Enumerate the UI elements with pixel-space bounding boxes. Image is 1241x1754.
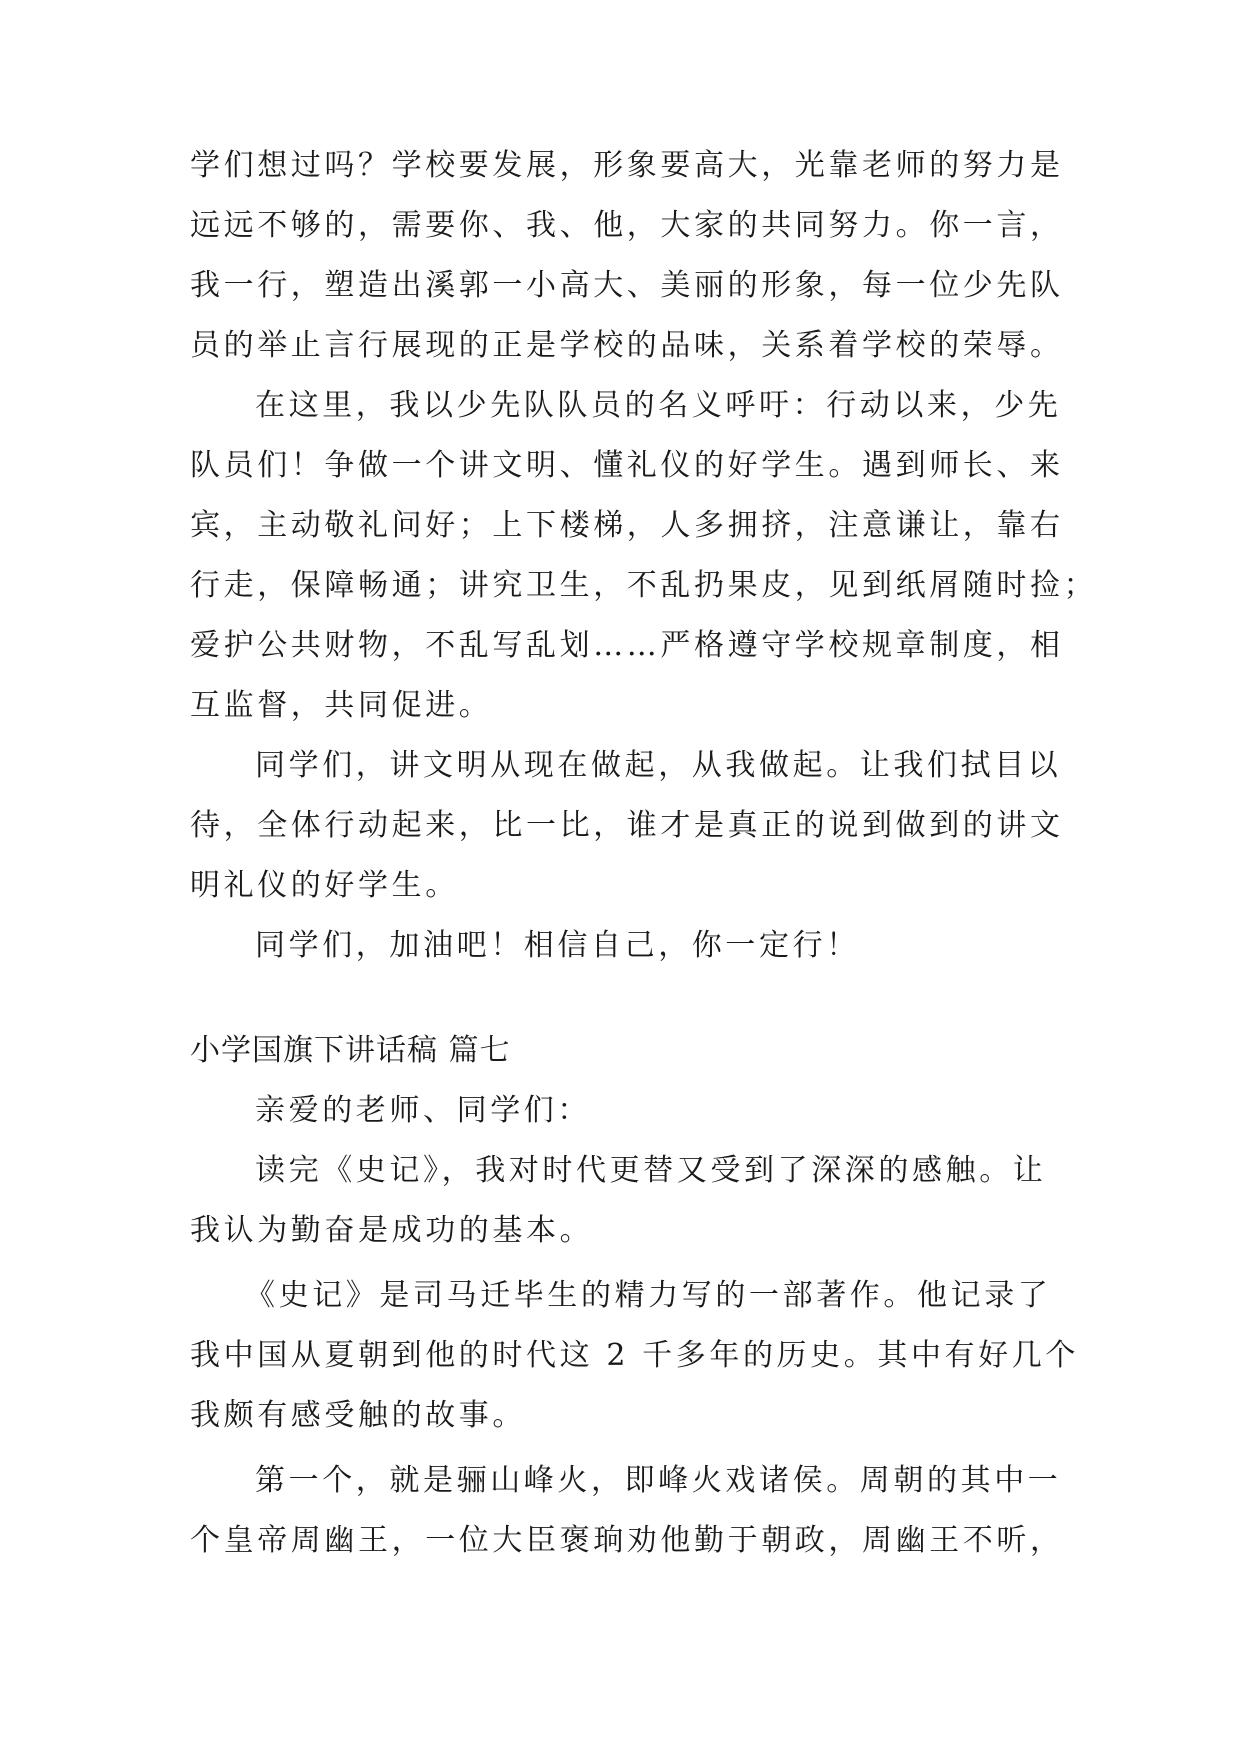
text-line: 我颇有感受触的故事。: [190, 1398, 526, 1433]
text-line: 队员们！争做一个讲文明、懂礼仪的好学生。遇到师长、来: [190, 448, 1064, 483]
text-line: 爱护公共财物，不乱写乱划……严格遵守学校规章制度，相: [190, 628, 1064, 663]
paragraph-first-line: 在这里，我以少先队队员的名义呼吁：行动以来，少先: [255, 388, 1062, 423]
paragraph-first-line: 第一个，就是骊山峰火，即峰火戏诸侯。周朝的其中一: [255, 1463, 1062, 1498]
text-line: 员的举止言行展现的正是学校的品味，关系着学校的荣辱。: [190, 328, 1064, 363]
text-line: 待，全体行动起来，比一比，谁才是真正的说到做到的讲文: [190, 808, 1064, 843]
text-line: 学们想过吗？学校要发展，形象要高大，光靠老师的努力是: [190, 148, 1064, 183]
text-line: 我中国从夏朝到他的时代这 2 千多年的历史。其中有好几个: [190, 1338, 1079, 1373]
paragraph-first-line: 同学们，讲文明从现在做起，从我做起。让我们拭目以: [255, 748, 1062, 783]
paragraph-first-line: 读完《史记》，我对时代更替又受到了深深的感触。让: [255, 1153, 1047, 1188]
paragraph-first-line: 同学们，加油吧！相信自己，你一定行！: [255, 928, 860, 963]
text-line: 明礼仪的好学生。: [190, 868, 459, 903]
text-line: 互监督，共同促进。: [190, 688, 493, 723]
salutation: 亲爱的老师、同学们：: [255, 1093, 591, 1128]
text-line: 个皇帝周幽王，一位大臣褒珦劝他勤于朝政，周幽王不听，: [190, 1523, 1064, 1558]
text-line: 我认为勤奋是成功的基本。: [190, 1213, 594, 1248]
paragraph-first-line: 《史记》是司马迁毕生的精力写的一部著作。他记录了: [245, 1278, 1052, 1313]
text-line: 行走，保障畅通；讲究卫生，不乱扔果皮，见到纸屑随时捡；: [190, 568, 1098, 603]
section-heading: 小学国旗下讲话稿 篇七: [190, 1033, 511, 1068]
text-line: 我一行，塑造出溪郭一小高大、美丽的形象，每一位少先队: [190, 268, 1064, 303]
text-line: 远远不够的，需要你、我、他，大家的共同努力。你一言，: [190, 208, 1064, 243]
text-line: 宾，主动敬礼问好；上下楼梯，人多拥挤，注意谦让，靠右: [190, 508, 1064, 543]
